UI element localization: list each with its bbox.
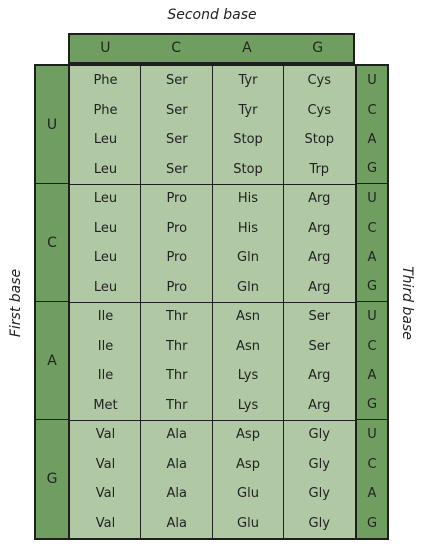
amino-acid-cell: Thr xyxy=(165,368,188,384)
amino-acid-cell: Gly xyxy=(308,515,330,531)
amino-acid-cell: Val xyxy=(95,456,116,472)
second-base-u: U xyxy=(100,40,111,56)
amino-acid-cell: Thr xyxy=(165,397,188,413)
third-base-u: U xyxy=(367,427,377,443)
first-base-title-text: First base xyxy=(8,268,24,338)
third-base-title xyxy=(395,266,419,340)
third-base-g: G xyxy=(357,273,387,303)
amino-acid-cell: Ser xyxy=(308,338,331,354)
amino-acid-cell: Gly xyxy=(308,427,330,443)
amino-acid-cell: Lys xyxy=(237,368,259,384)
first-base-g: G xyxy=(46,471,58,487)
second-base-header xyxy=(68,33,355,64)
amino-acid-cell: Asn xyxy=(236,309,260,325)
amino-acid-cell: Pro xyxy=(166,250,188,266)
amino-acid-cell: Ala xyxy=(166,515,187,531)
third-base-u: U xyxy=(367,191,377,207)
amino-acid-cell: Asp xyxy=(236,456,260,472)
amino-acid-cell: Ser xyxy=(165,73,188,89)
amino-acid-cell: Met xyxy=(93,397,118,413)
amino-acid-cell: Gln xyxy=(237,279,259,295)
second-base-title: Second base xyxy=(167,7,257,23)
amino-acid-cell: Leu xyxy=(93,279,118,295)
amino-acid-cell: Arg xyxy=(308,279,331,295)
third-base-g: G xyxy=(357,155,387,185)
amino-acid-cell: Arg xyxy=(308,250,331,266)
amino-acid-cell: Phe xyxy=(93,102,118,118)
amino-acid-cell: Stop xyxy=(233,161,263,177)
amino-acid-cell: His xyxy=(237,191,259,207)
amino-acid-cell: Phe xyxy=(93,73,118,89)
amino-acid-cell: Thr xyxy=(165,309,188,325)
amino-acid-cell: Ser xyxy=(308,309,331,325)
amino-acid-cell: His xyxy=(237,220,259,236)
amino-acid-cell: Ser xyxy=(165,102,188,118)
third-base-a: A xyxy=(367,250,377,266)
amino-acid-cell: Ala xyxy=(166,456,187,472)
amino-acid-cell: Pro xyxy=(166,191,188,207)
second-base-a: A xyxy=(242,40,252,56)
amino-acid-cell: Leu xyxy=(93,161,118,177)
third-base-column xyxy=(355,64,389,540)
amino-acid-cell: Asp xyxy=(236,427,260,443)
amino-acid-cell: Ala xyxy=(166,486,187,502)
amino-acid-cell: Leu xyxy=(93,191,118,207)
third-base-g: G xyxy=(366,515,378,531)
third-base-a: A xyxy=(367,368,377,384)
amino-acid-cell: Arg xyxy=(308,368,331,384)
amino-acid-cell: Arg xyxy=(308,397,331,413)
amino-acid-cell: Pro xyxy=(166,279,188,295)
amino-acid-cell: Arg xyxy=(308,191,331,207)
third-base-a: A xyxy=(367,486,377,502)
second-base-c: C xyxy=(171,40,182,56)
third-base-c: C xyxy=(367,102,377,118)
amino-acid-cell: Lys xyxy=(237,397,259,413)
amino-acid-cell: Ile xyxy=(97,309,114,325)
amino-acid-cell: Leu xyxy=(93,250,118,266)
amino-acid-cell: Stop xyxy=(304,132,335,148)
third-base-u: U xyxy=(367,309,377,325)
amino-acid-cell: Ile xyxy=(97,368,114,384)
amino-acid-cell: Glu xyxy=(237,486,259,502)
third-base-a: A xyxy=(367,132,377,148)
first-base-a: A xyxy=(36,302,68,420)
amino-acid-cell: Val xyxy=(95,427,116,443)
first-base-u: U xyxy=(36,66,68,184)
amino-acid-cell: Arg xyxy=(308,220,331,236)
amino-acid-cell: Gln xyxy=(237,250,259,266)
third-base-c: C xyxy=(367,220,377,236)
amino-acid-cell: Thr xyxy=(165,338,188,354)
third-base-c: C xyxy=(367,338,377,354)
amino-acid-cell: Stop xyxy=(233,132,263,148)
amino-acid-cell: Ser xyxy=(165,161,188,177)
amino-acid-cell: Gly xyxy=(308,486,330,502)
amino-acid-cell: Asn xyxy=(236,338,260,354)
third-base-u: U xyxy=(367,73,377,89)
amino-acid-cell: Leu xyxy=(93,220,118,236)
amino-acid-cell: Ile xyxy=(97,338,114,354)
first-base-c: C xyxy=(36,184,68,302)
third-base-g: G xyxy=(357,391,387,421)
first-base-title xyxy=(4,268,28,338)
amino-acid-cell: Leu xyxy=(93,132,118,148)
amino-acid-cell: Tyr xyxy=(238,73,258,89)
amino-acid-cell: Glu xyxy=(237,515,259,531)
second-base-g: G xyxy=(312,40,324,56)
amino-acid-cell: Pro xyxy=(166,220,188,236)
amino-acid-cell: Gly xyxy=(308,456,330,472)
amino-acid-cell: Val xyxy=(95,486,116,502)
amino-acid-cell: Val xyxy=(95,515,116,531)
amino-acid-cell: Ser xyxy=(165,132,188,148)
amino-acid-cell: Tyr xyxy=(238,102,258,118)
amino-acid-cell: Ala xyxy=(166,427,187,443)
amino-acid-cell: Trp xyxy=(309,161,330,177)
third-base-title-text: Third base xyxy=(399,266,415,340)
first-base-column xyxy=(34,64,68,540)
amino-acid-cell: Cys xyxy=(307,73,332,89)
amino-acid-cell: Cys xyxy=(307,102,332,118)
third-base-c: C xyxy=(367,456,377,472)
codon-grid xyxy=(68,64,355,540)
